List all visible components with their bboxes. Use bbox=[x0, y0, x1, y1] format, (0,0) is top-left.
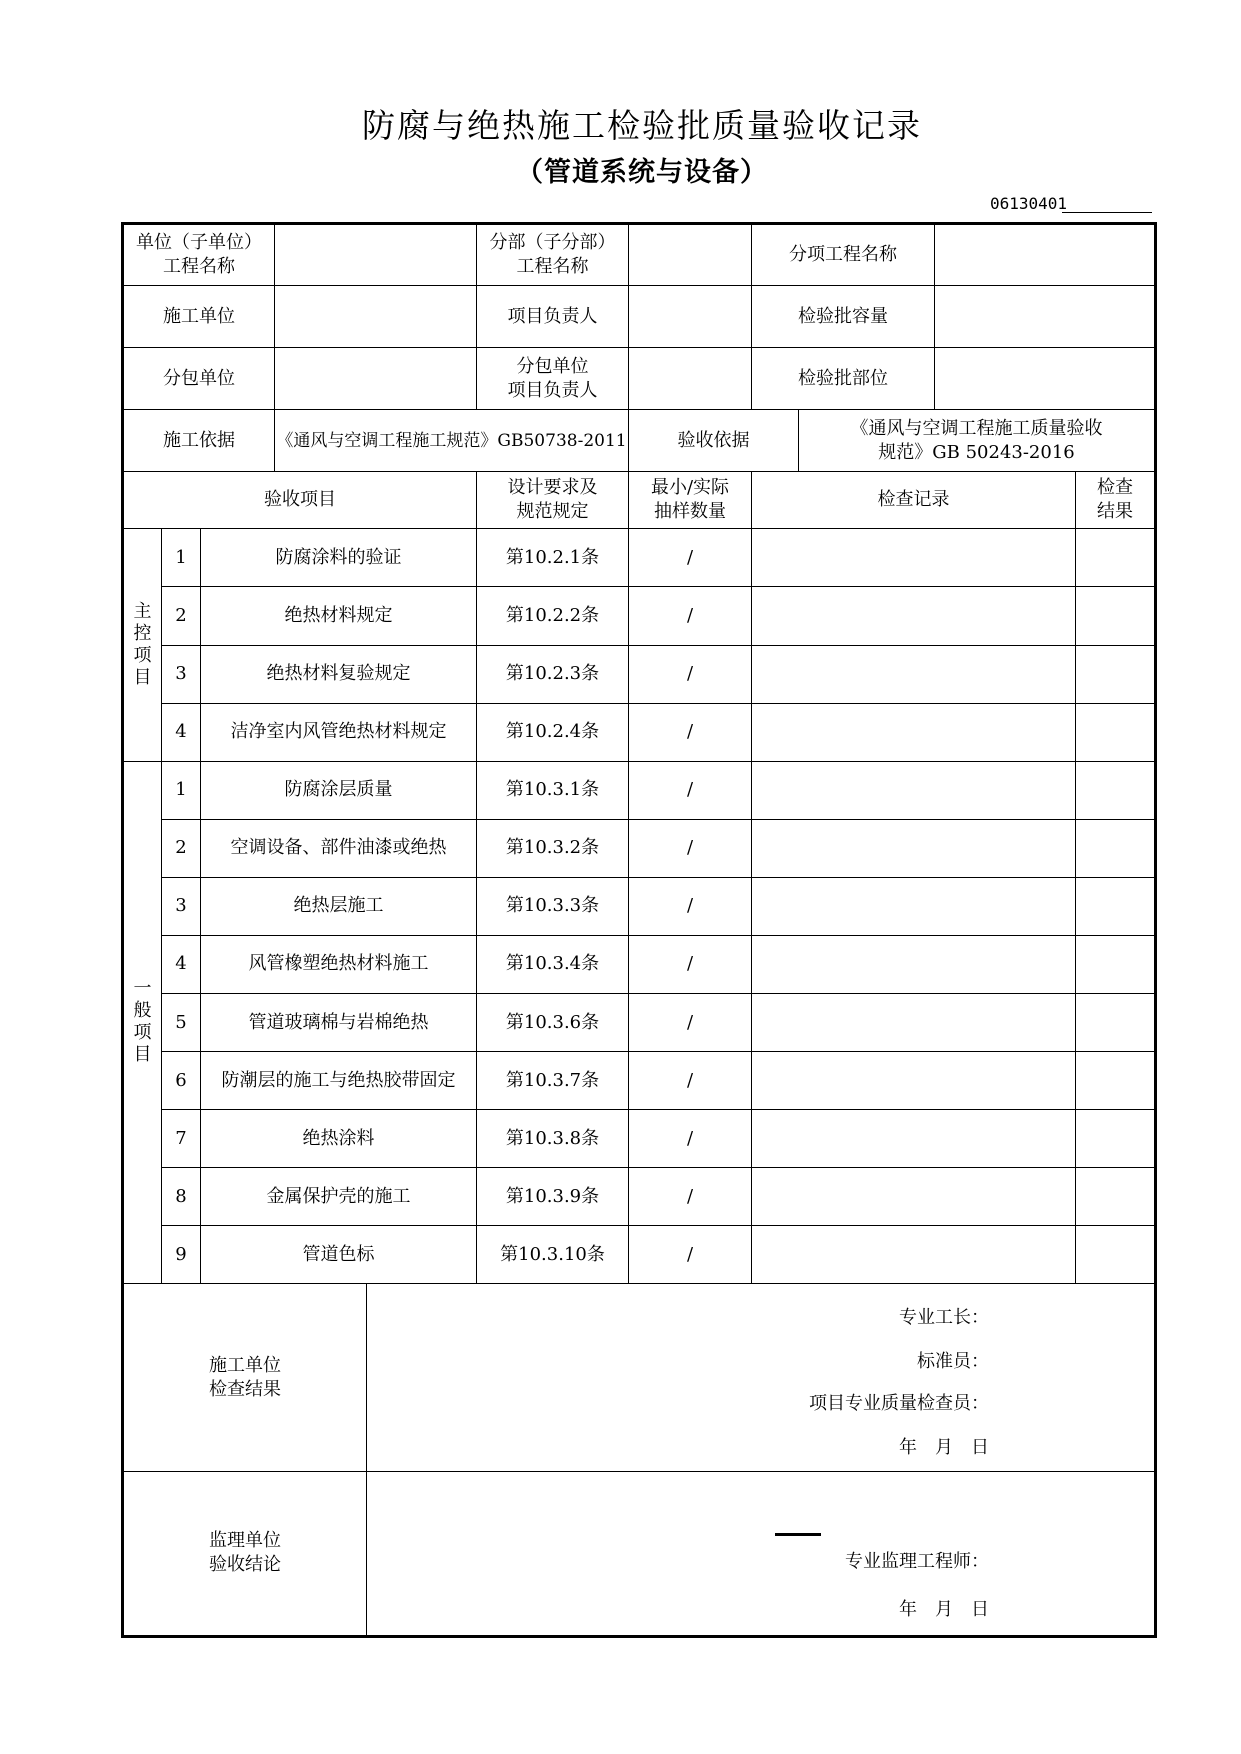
table-row bbox=[123, 877, 1156, 935]
table-row bbox=[123, 935, 1156, 993]
row-item-name: 绝热材料复验规定 bbox=[201, 645, 477, 703]
row-number: 4 bbox=[162, 935, 201, 993]
row-item-name: 防腐涂层质量 bbox=[201, 761, 477, 819]
table-row bbox=[123, 761, 1156, 819]
row-sample: / bbox=[629, 587, 752, 645]
item-name-value[interactable] bbox=[935, 224, 1156, 286]
table-row bbox=[123, 994, 1156, 1052]
row-number: 2 bbox=[162, 819, 201, 877]
standard-officer-label: 标准员： bbox=[917, 1351, 990, 1373]
unit-name-label: 单位（子单位） 工程名称 bbox=[123, 224, 275, 286]
row-clause: 第10.3.9条 bbox=[477, 1168, 629, 1226]
acceptance-basis-value: 《通风与空调工程施工质量验收 规范》GB 50243-2016 bbox=[799, 410, 1156, 472]
row-clause: 第10.3.1条 bbox=[477, 761, 629, 819]
batch-capacity-value[interactable] bbox=[935, 286, 1156, 348]
row-clause: 第10.2.2条 bbox=[477, 587, 629, 645]
row-number: 9 bbox=[162, 1226, 201, 1284]
quality-inspector-label: 项目专业质量检查员： bbox=[809, 1393, 990, 1415]
project-leader-label: 项目负责人 bbox=[477, 286, 629, 348]
row-clause: 第10.2.4条 bbox=[477, 703, 629, 761]
row-result[interactable] bbox=[1076, 761, 1156, 819]
batch-capacity-label: 检验批容量 bbox=[752, 286, 935, 348]
unit-name-value[interactable] bbox=[275, 224, 477, 286]
subcontract-leader-label: 分包单位 项目负责人 bbox=[477, 348, 629, 410]
form-code: 06130401 bbox=[990, 194, 1068, 213]
row-number: 6 bbox=[162, 1052, 201, 1110]
row-sample: / bbox=[629, 761, 752, 819]
row-number: 8 bbox=[162, 1168, 201, 1226]
row-clause: 第10.3.3条 bbox=[477, 877, 629, 935]
header-design: 设计要求及 规范规定 bbox=[477, 472, 629, 529]
subcontract-leader-value[interactable] bbox=[629, 348, 752, 410]
item-name-label: 分项工程名称 bbox=[752, 224, 935, 286]
row-clause: 第10.2.3条 bbox=[477, 645, 629, 703]
row-record[interactable] bbox=[752, 935, 1076, 993]
construction-unit-value[interactable] bbox=[275, 286, 477, 348]
subcontract-unit-value[interactable] bbox=[275, 348, 477, 410]
batch-location-value[interactable] bbox=[935, 348, 1156, 410]
row-record[interactable] bbox=[752, 994, 1076, 1052]
row-sample: / bbox=[629, 703, 752, 761]
row-sample: / bbox=[629, 1052, 752, 1110]
row-sample: / bbox=[629, 819, 752, 877]
row-result[interactable] bbox=[1076, 1168, 1156, 1226]
row-item-name: 绝热涂料 bbox=[201, 1110, 477, 1168]
row-result[interactable] bbox=[1076, 1226, 1156, 1284]
form-code-blank[interactable] bbox=[1062, 212, 1152, 213]
foreman-label: 专业工长： bbox=[899, 1307, 990, 1329]
page-subtitle: （管道系统与设备） bbox=[516, 157, 768, 188]
row-number: 5 bbox=[162, 994, 201, 1052]
row-item-name: 空调设备、部件油漆或绝热 bbox=[201, 819, 477, 877]
page-title: 防腐与绝热施工检验批质量验收记录 bbox=[362, 106, 922, 145]
construction-check-label: 施工单位 检查结果 bbox=[123, 1284, 367, 1471]
row-record[interactable] bbox=[752, 1110, 1076, 1168]
row-sample: / bbox=[629, 935, 752, 993]
row-clause: 第10.3.8条 bbox=[477, 1110, 629, 1168]
row-item-name: 风管橡塑绝热材料施工 bbox=[201, 935, 477, 993]
row-number: 3 bbox=[162, 645, 201, 703]
row-clause: 第10.3.10条 bbox=[477, 1226, 629, 1284]
table-row bbox=[123, 529, 1156, 587]
table-row bbox=[123, 645, 1156, 703]
header-record: 检查记录 bbox=[752, 472, 1076, 529]
construction-check-signature-area[interactable] bbox=[367, 1284, 1156, 1471]
header-item: 验收项目 bbox=[123, 472, 477, 529]
row-result[interactable] bbox=[1076, 877, 1156, 935]
row-sample: / bbox=[629, 1168, 752, 1226]
row-sample: / bbox=[629, 529, 752, 587]
row-number: 2 bbox=[162, 587, 201, 645]
construction-basis-label: 施工依据 bbox=[123, 410, 275, 472]
row-clause: 第10.3.2条 bbox=[477, 819, 629, 877]
row-record[interactable] bbox=[752, 761, 1076, 819]
row-record[interactable] bbox=[752, 587, 1076, 645]
row-clause: 第10.3.7条 bbox=[477, 1052, 629, 1110]
row-record[interactable] bbox=[752, 1226, 1076, 1284]
construction-date: 年 月 日 bbox=[899, 1437, 990, 1459]
row-result[interactable] bbox=[1076, 819, 1156, 877]
row-result[interactable] bbox=[1076, 645, 1156, 703]
row-number: 1 bbox=[162, 761, 201, 819]
row-result[interactable] bbox=[1076, 935, 1156, 993]
table-row bbox=[123, 1168, 1156, 1226]
row-item-name: 洁净室内风管绝热材料规定 bbox=[201, 703, 477, 761]
subdivision-name-value[interactable] bbox=[629, 224, 752, 286]
row-item-name: 管道色标 bbox=[201, 1226, 477, 1284]
dash-mark bbox=[775, 1533, 821, 1536]
row-item-name: 防腐涂料的验证 bbox=[201, 529, 477, 587]
subdivision-name-label: 分部（子分部） 工程名称 bbox=[477, 224, 629, 286]
header-result: 检查 结果 bbox=[1076, 472, 1156, 529]
table-row bbox=[123, 587, 1156, 645]
row-record[interactable] bbox=[752, 1052, 1076, 1110]
row-result[interactable] bbox=[1076, 994, 1156, 1052]
row-record[interactable] bbox=[752, 529, 1076, 587]
row-record[interactable] bbox=[752, 877, 1076, 935]
row-item-name: 金属保护壳的施工 bbox=[201, 1168, 477, 1226]
table-row bbox=[123, 1226, 1156, 1284]
row-item-name: 绝热材料规定 bbox=[201, 587, 477, 645]
table-row bbox=[123, 703, 1156, 761]
row-sample: / bbox=[629, 1110, 752, 1168]
table-row bbox=[123, 819, 1156, 877]
batch-location-label: 检验批部位 bbox=[752, 348, 935, 410]
inspection-form bbox=[121, 222, 1157, 1638]
row-result[interactable] bbox=[1076, 529, 1156, 587]
table-row bbox=[123, 1110, 1156, 1168]
project-leader-value[interactable] bbox=[629, 286, 752, 348]
construction-basis-value: 《通风与空调工程施工规范》GB50738-2011 bbox=[275, 410, 629, 472]
supervision-date: 年 月 日 bbox=[899, 1598, 990, 1620]
row-result[interactable] bbox=[1076, 1110, 1156, 1168]
row-clause: 第10.2.1条 bbox=[477, 529, 629, 587]
row-sample: / bbox=[629, 994, 752, 1052]
row-sample: / bbox=[629, 877, 752, 935]
row-clause: 第10.3.4条 bbox=[477, 935, 629, 993]
main-group-label: 主控项目 bbox=[123, 529, 162, 761]
table-row bbox=[123, 1052, 1156, 1110]
row-number: 7 bbox=[162, 1110, 201, 1168]
row-sample: / bbox=[629, 1226, 752, 1284]
header-sample: 最小/实际 抽样数量 bbox=[629, 472, 752, 529]
general-group-label: 一般项目 bbox=[123, 761, 162, 1284]
row-item-name: 防潮层的施工与绝热胶带固定 bbox=[201, 1052, 477, 1110]
row-record[interactable] bbox=[752, 1168, 1076, 1226]
supervising-engineer-label: 专业监理工程师： bbox=[845, 1550, 990, 1572]
row-item-name: 管道玻璃棉与岩棉绝热 bbox=[201, 994, 477, 1052]
row-item-name: 绝热层施工 bbox=[201, 877, 477, 935]
row-clause: 第10.3.6条 bbox=[477, 994, 629, 1052]
row-number: 1 bbox=[162, 529, 201, 587]
row-sample: / bbox=[629, 645, 752, 703]
row-result[interactable] bbox=[1076, 1052, 1156, 1110]
acceptance-basis-label: 验收依据 bbox=[629, 410, 799, 472]
row-record[interactable] bbox=[752, 703, 1076, 761]
row-record[interactable] bbox=[752, 819, 1076, 877]
row-result[interactable] bbox=[1076, 587, 1156, 645]
row-number: 3 bbox=[162, 877, 201, 935]
subcontract-unit-label: 分包单位 bbox=[123, 348, 275, 410]
row-number: 4 bbox=[162, 703, 201, 761]
supervision-label: 监理单位 验收结论 bbox=[123, 1471, 367, 1636]
row-record[interactable] bbox=[752, 645, 1076, 703]
row-result[interactable] bbox=[1076, 703, 1156, 761]
supervision-signature-area[interactable] bbox=[367, 1471, 1156, 1636]
construction-unit-label: 施工单位 bbox=[123, 286, 275, 348]
